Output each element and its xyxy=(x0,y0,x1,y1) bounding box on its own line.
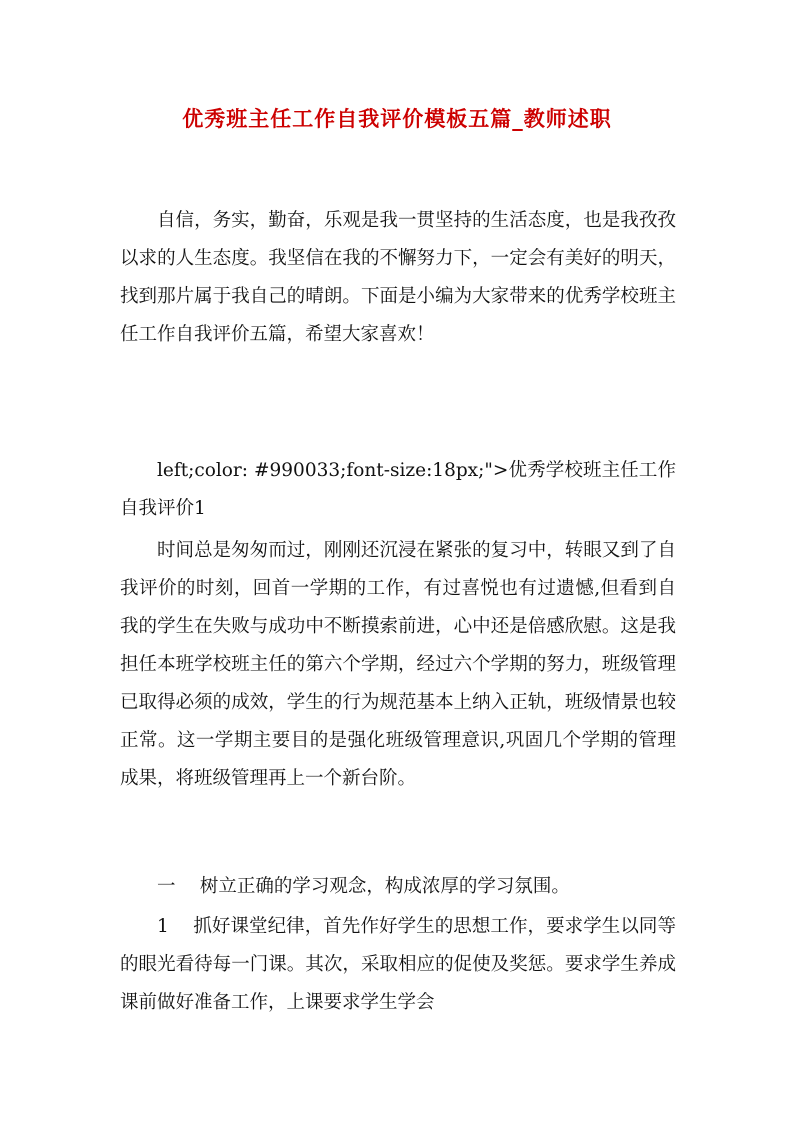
intro-paragraph: 自信，务实，勤奋，乐观是我一贯坚持的生活态度，也是我孜孜以求的人生态度。我坚信在我的不懈努力下，一定会有美好的明天，找到那片属于我自己的晴朗。下面是小编为大家带来的优秀学校班主任工作自我评价五篇，希望大家喜欢！ xyxy=(120,210,676,345)
body-paragraph: 时间总是匆匆而过，刚刚还沉浸在紧张的复习中，转眼又到了自我评价的时刻，回首一学期的工作，有过喜悦也有过遗憾,但看到自我的学生在失败与成功中不断摸索前进，心中还是倍感欣慰。这是我担任本班学校班主任的第六个学期，经过六个学期的努力，班级管理已取得必须的成效，学生的行为规范基本上纳入正轨，班级情景也较正常。这一学期主要目的是强化班级管理意识,巩固几个学期的管理成果，将班级管理再上一个新台阶。 xyxy=(120,540,676,789)
list-heading: 一 树立正确的学习观念，构成浓厚的学习氛围。 xyxy=(157,876,570,897)
list-item: 1 抓好课堂纪律，首先作好学生的思想工作，要求学生以同等的眼光看待每一门课。其次，采取相应的促使及奖惩。要求学生养成课前做好准备工作，上课要求学生学会 xyxy=(120,916,676,1013)
page-title: 优秀班主任工作自我评价模板五篇_教师述职 xyxy=(182,106,612,131)
section-heading-1: left;color: #990033;font-size:18px;">优秀学校班主任工作自我评价1 xyxy=(120,460,676,519)
